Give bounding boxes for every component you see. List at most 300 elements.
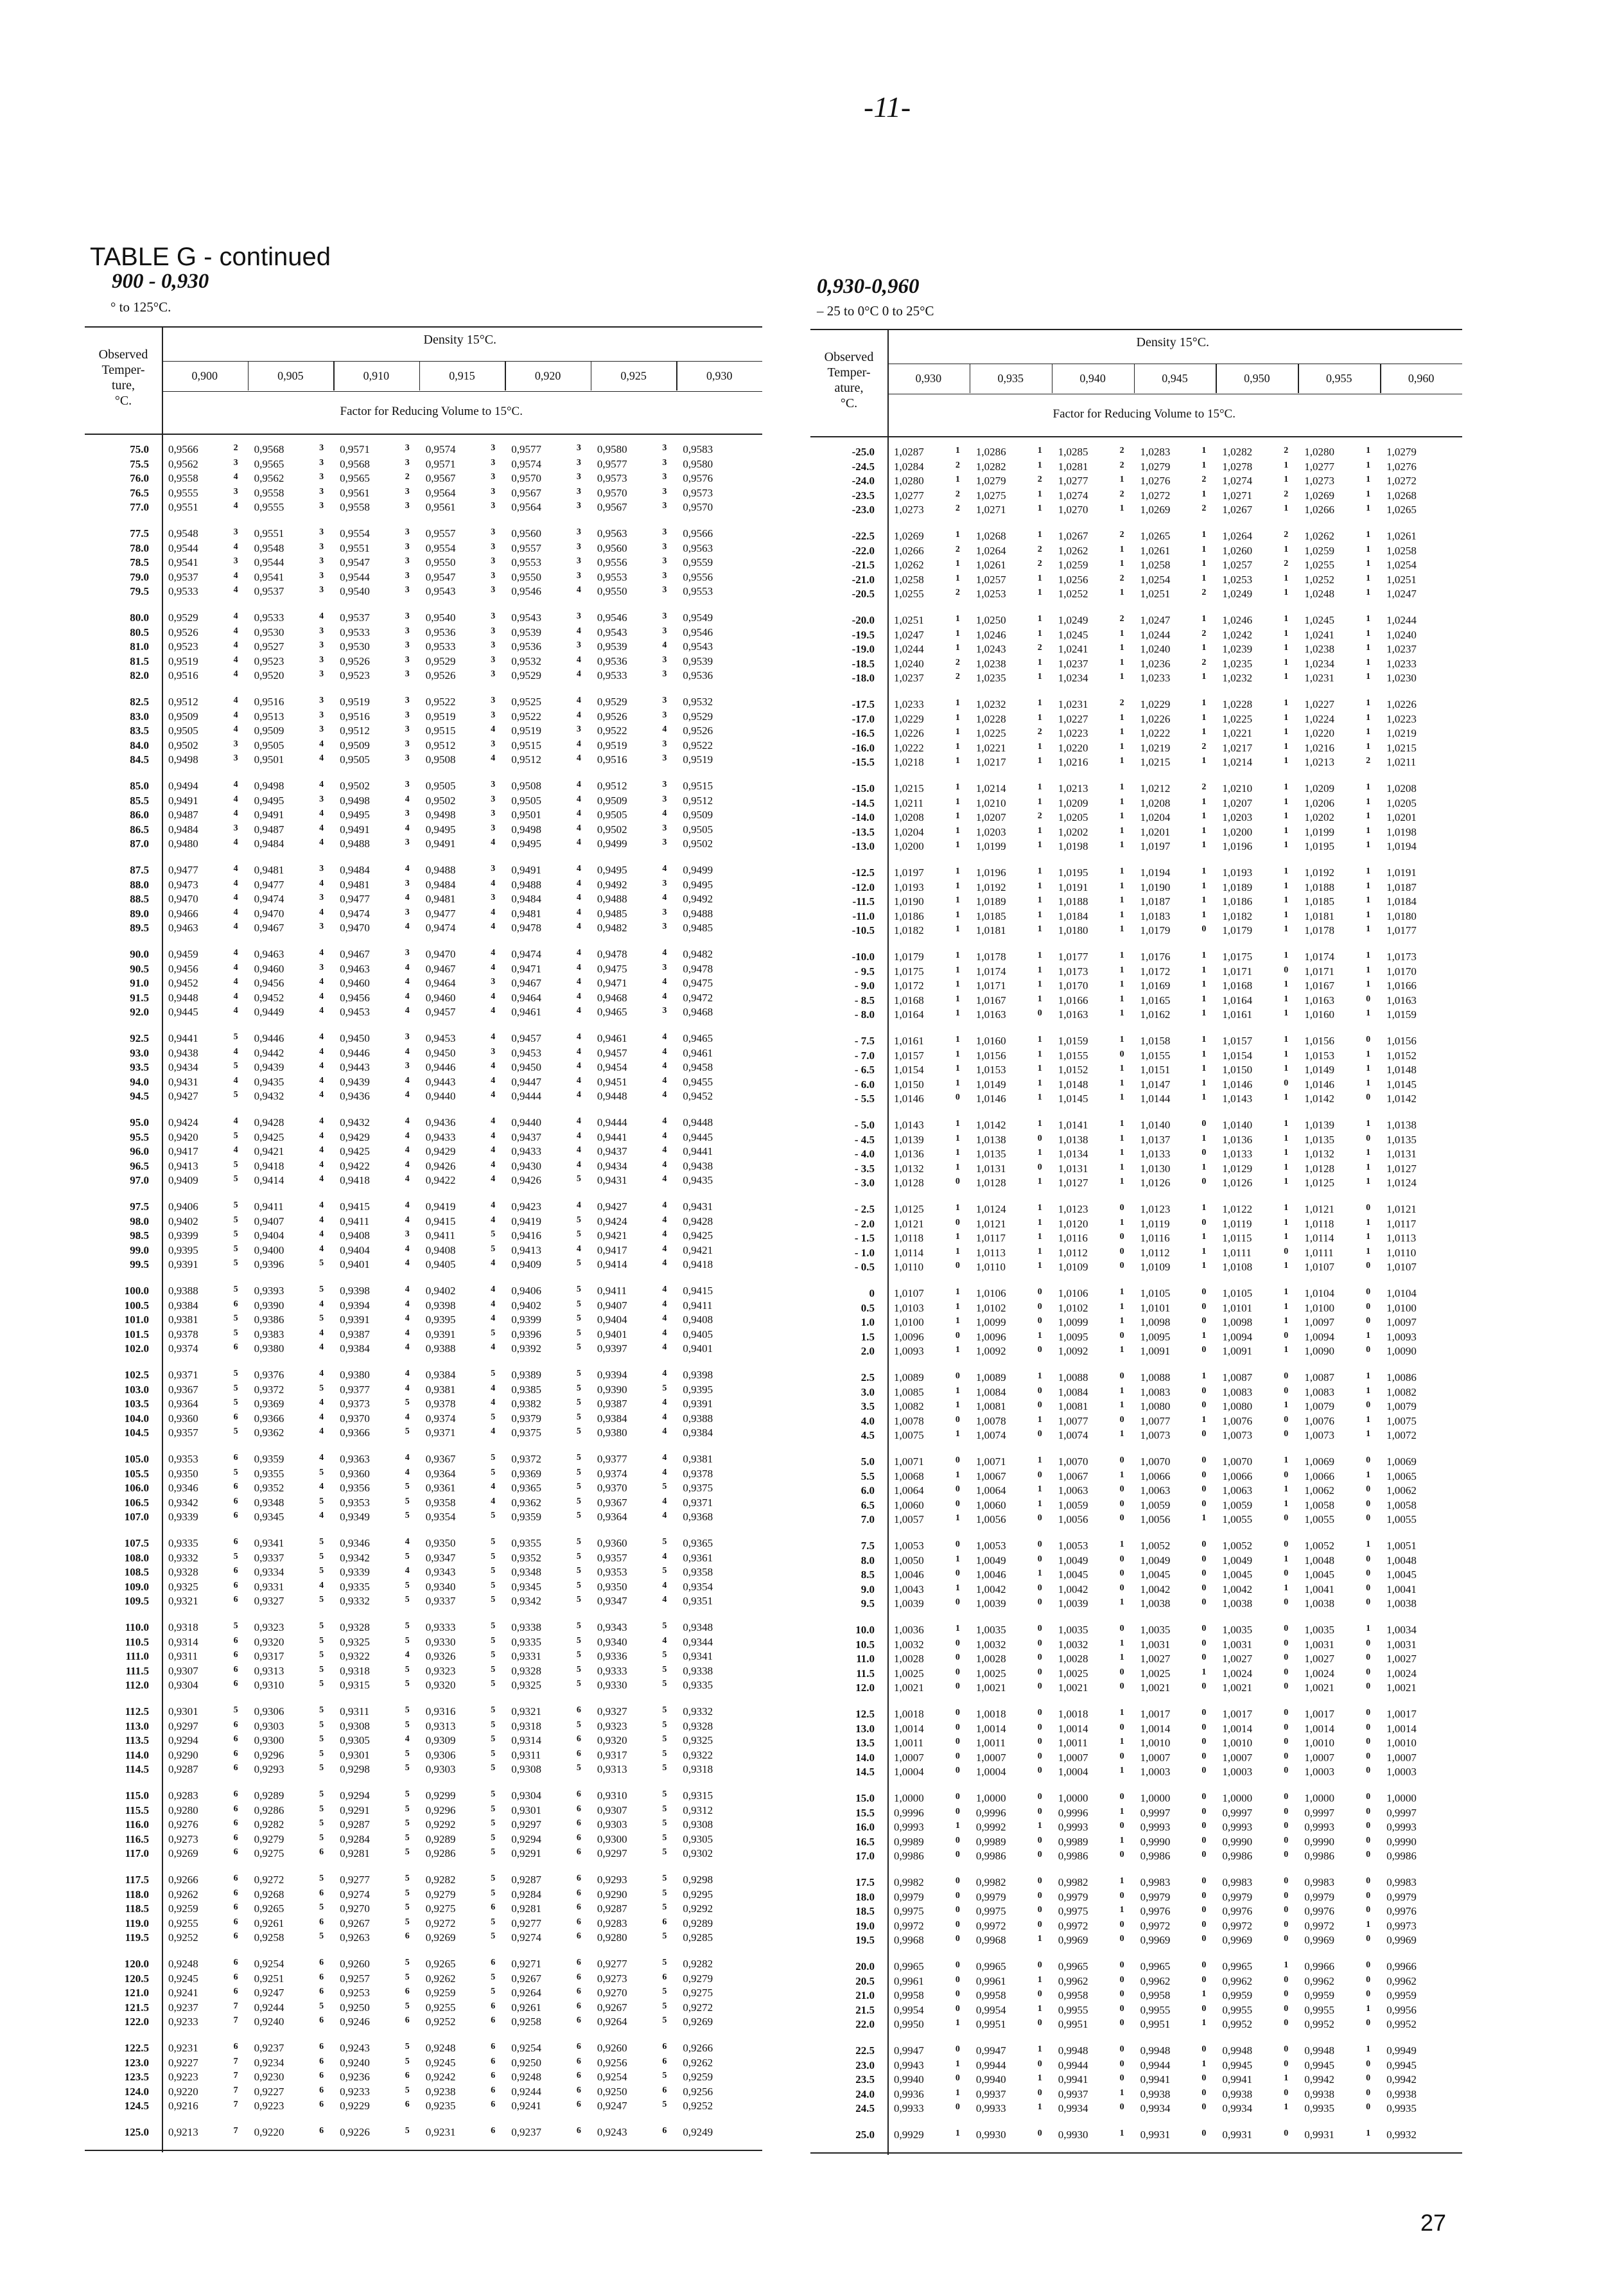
difference-value: 3 xyxy=(662,527,667,537)
difference-value: 3 xyxy=(491,654,496,665)
temperature-cell: 77.0 xyxy=(130,501,149,514)
factor-value: 1,0274 xyxy=(1222,475,1253,487)
difference-value: 1 xyxy=(1201,2059,1207,2069)
factor-value: 1,0146 xyxy=(975,1093,1006,1105)
difference-value: 3 xyxy=(491,823,496,833)
difference-value: 1 xyxy=(1366,672,1371,682)
temperature-cell: 124.0 xyxy=(124,2085,149,2098)
table-row xyxy=(810,1331,1462,1346)
difference-value: 0 xyxy=(1284,1597,1289,1608)
factor-value: 0,9969 xyxy=(1058,1934,1088,1947)
factor-value: 1,0177 xyxy=(1058,951,1088,963)
factor-value: 0,9353 xyxy=(168,1453,198,1465)
factor-value: 0,9257 xyxy=(340,1972,370,1985)
factor-value: 0,9979 xyxy=(1140,1890,1171,1903)
difference-value: 6 xyxy=(319,2042,324,2051)
difference-value: 4 xyxy=(662,1174,667,1184)
factor-value: 0,9487 xyxy=(168,809,198,821)
difference-value: 4 xyxy=(405,794,410,804)
factor-value: 0,9502 xyxy=(597,823,627,836)
difference-value: 1 xyxy=(1119,866,1124,876)
factor-value: 1,0096 xyxy=(975,1330,1006,1343)
table-row xyxy=(85,443,762,458)
difference-value: 1 xyxy=(1037,1148,1042,1158)
density-column-row xyxy=(162,361,762,392)
factor-value: 0,9948 xyxy=(1140,2044,1171,2057)
factor-value: 0,9320 xyxy=(425,1679,456,1692)
factor-value: 0,9519 xyxy=(425,710,456,723)
difference-value: 5 xyxy=(405,1763,410,1773)
factor-value: 0,9997 xyxy=(1386,1806,1417,1819)
factor-value: 0,9989 xyxy=(975,1835,1006,1848)
table-row xyxy=(810,2044,1462,2059)
temperature-cell: 1.5 xyxy=(860,1330,875,1343)
factor-value: 0,9468 xyxy=(597,991,627,1004)
temperature-cell: 2.0 xyxy=(860,1345,875,1358)
difference-value: 0 xyxy=(1366,2087,1371,2098)
factor-value: 0,9315 xyxy=(340,1679,370,1692)
difference-value: 3 xyxy=(662,486,667,496)
factor-value: 1,0038 xyxy=(1140,1597,1171,1610)
factor-value: 1,0129 xyxy=(1222,1162,1253,1175)
factor-value: 1,0097 xyxy=(1386,1316,1417,1329)
difference-value: 5 xyxy=(319,1496,324,1506)
factor-value: 0,9414 xyxy=(597,1258,627,1271)
factor-value: 0,9945 xyxy=(1304,2059,1335,2071)
difference-value: 1 xyxy=(1201,1064,1207,1074)
factor-value: 0,9498 xyxy=(168,753,198,766)
factor-value: 0,9537 xyxy=(254,585,284,598)
difference-value: 4 xyxy=(491,1006,496,1016)
table-row xyxy=(810,840,1462,855)
row-group xyxy=(810,1203,1462,1276)
difference-value: 4 xyxy=(576,948,581,958)
difference-value: 1 xyxy=(1037,530,1042,540)
factor-value: 0,9411 xyxy=(425,1229,455,1242)
factor-value: 0,9566 xyxy=(168,443,198,455)
factor-value: 1,0251 xyxy=(1386,573,1417,586)
difference-value: 3 xyxy=(576,611,581,621)
factor-value: 1,0028 xyxy=(1058,1653,1088,1665)
difference-value: 1 xyxy=(1119,756,1124,766)
difference-value: 4 xyxy=(233,809,238,819)
factor-value: 0,9294 xyxy=(340,1789,370,1802)
factor-value: 0,9574 xyxy=(511,457,542,470)
temperature-cell: 91.5 xyxy=(130,991,149,1004)
factor-value: 0,9965 xyxy=(975,1960,1006,1972)
factor-value: 1,0084 xyxy=(1058,1385,1088,1398)
difference-value: 2 xyxy=(955,489,960,499)
factor-value: 1,0231 xyxy=(1058,698,1088,710)
factor-value: 0,9458 xyxy=(683,1061,713,1074)
factor-value: 0,9945 xyxy=(1222,2059,1253,2071)
difference-value: 0 xyxy=(1037,1162,1042,1172)
factor-value: 1,0278 xyxy=(1222,460,1253,473)
difference-value: 0 xyxy=(1366,1301,1371,1312)
factor-value: 0,9543 xyxy=(683,640,713,653)
difference-value: 3 xyxy=(405,457,410,468)
difference-value: 5 xyxy=(576,1537,581,1547)
difference-value: 1 xyxy=(1284,979,1289,990)
temperature-cell: 18.5 xyxy=(855,1905,875,1918)
difference-value: 6 xyxy=(576,1931,581,1942)
table-row xyxy=(85,696,762,710)
factor-value: 1,0137 xyxy=(1140,1133,1171,1146)
temperature-cell: 110.0 xyxy=(125,1621,149,1633)
factor-value: 1,0014 xyxy=(1222,1722,1253,1735)
table-row xyxy=(810,1316,1462,1331)
factor-value: 1,0249 xyxy=(1058,614,1088,626)
factor-value: 0,9347 xyxy=(425,1551,456,1564)
factor-value: 0,9275 xyxy=(683,1987,713,1999)
factor-value: 0,9255 xyxy=(425,2001,456,2014)
factor-value: 1,0125 xyxy=(1304,1177,1335,1190)
factor-value: 1,0205 xyxy=(1058,811,1088,824)
table-row xyxy=(810,910,1462,925)
factor-value: 0,9474 xyxy=(254,893,284,906)
difference-value: 1 xyxy=(955,1203,960,1213)
factor-value: 0,9356 xyxy=(340,1482,370,1495)
difference-value: 1 xyxy=(1119,657,1124,667)
factor-value: 1,0173 xyxy=(1058,965,1088,978)
difference-value: 5 xyxy=(491,1931,496,1942)
temperature-cell: 8.5 xyxy=(860,1568,875,1581)
table-row xyxy=(810,1134,1462,1148)
factor-value: 0,9370 xyxy=(340,1412,370,1425)
table-row xyxy=(810,1920,1462,1935)
factor-value: 0,9952 xyxy=(1304,2018,1335,2031)
factor-value: 1,0074 xyxy=(1058,1429,1088,1442)
difference-value: 1 xyxy=(1037,1217,1042,1227)
factor-value: 1,0111 xyxy=(1304,1246,1334,1259)
factor-value: 0,9237 xyxy=(168,2001,198,2014)
table-row xyxy=(85,472,762,487)
factor-value: 0,9372 xyxy=(254,1383,284,1396)
density-column-header: 0,940 xyxy=(1079,372,1106,385)
factor-value: 0,9345 xyxy=(254,1511,284,1524)
factor-value: 0,9415 xyxy=(340,1200,370,1213)
factor-value: 1,0139 xyxy=(894,1133,924,1146)
factor-value: 1,0233 xyxy=(894,698,924,710)
factor-value: 0,9930 xyxy=(975,2129,1006,2141)
factor-value: 0,9360 xyxy=(340,1467,370,1480)
difference-value: 4 xyxy=(233,696,238,705)
factor-value: 1,0194 xyxy=(1386,840,1417,853)
difference-value: 5 xyxy=(491,1369,496,1378)
factor-value: 0,9249 xyxy=(683,2126,713,2138)
table-row xyxy=(810,643,1462,658)
factor-value: 0,9444 xyxy=(511,1090,542,1103)
table-row xyxy=(85,1818,762,1833)
difference-value: 2 xyxy=(1119,698,1124,708)
header-divider xyxy=(505,361,506,391)
factor-value: 0,9281 xyxy=(340,1847,370,1860)
difference-value: 0 xyxy=(1366,1682,1371,1692)
difference-value: 5 xyxy=(405,1679,410,1689)
factor-value: 0,9284 xyxy=(511,1888,542,1901)
difference-value: 1 xyxy=(1119,1119,1124,1129)
difference-value: 5 xyxy=(319,1679,324,1689)
difference-value: 4 xyxy=(405,1130,410,1141)
factor-value: 1,0150 xyxy=(894,1078,924,1091)
factor-value: 0,9954 xyxy=(894,2003,924,2016)
bottom-rule xyxy=(810,2152,1462,2154)
temperature-cell: 99.5 xyxy=(130,1258,149,1271)
temperature-cell: 120.0 xyxy=(124,1958,149,1970)
factor-value: 0,9287 xyxy=(597,1902,627,1915)
factor-value: 1,0057 xyxy=(894,1513,924,1526)
temperature-cell: -17.5 xyxy=(851,698,875,710)
difference-value: 0 xyxy=(1201,1345,1207,1355)
factor-value: 0,9368 xyxy=(683,1511,713,1524)
difference-value: 4 xyxy=(491,948,496,958)
factor-value: 1,0027 xyxy=(1140,1653,1171,1665)
factor-value: 1,0105 xyxy=(1140,1287,1171,1299)
factor-value: 0,9512 xyxy=(683,794,713,807)
difference-value: 1 xyxy=(1037,672,1042,682)
factor-value: 0,9398 xyxy=(340,1285,370,1297)
factor-value: 0,9427 xyxy=(597,1200,627,1213)
factor-value: 1,0036 xyxy=(894,1624,924,1636)
difference-value: 0 xyxy=(1119,1792,1124,1802)
difference-value: 0 xyxy=(1201,1934,1207,1944)
difference-value: 6 xyxy=(233,2042,238,2051)
difference-value: 1 xyxy=(1037,1414,1042,1425)
factor-value: 0,9337 xyxy=(254,1551,284,1564)
factor-value: 0,9427 xyxy=(168,1090,198,1103)
difference-value: 0 xyxy=(1366,1850,1371,1860)
difference-value: 1 xyxy=(1201,825,1207,836)
factor-value: 0,9309 xyxy=(425,1734,456,1747)
difference-value: 4 xyxy=(576,838,581,848)
table-row xyxy=(810,1752,1462,1766)
difference-value: 2 xyxy=(1284,559,1289,569)
factor-value: 0,9485 xyxy=(683,922,713,935)
difference-value: 5 xyxy=(405,1902,410,1913)
difference-value: 4 xyxy=(405,1200,410,1210)
difference-value: 0 xyxy=(1037,2087,1042,2098)
factor-value: 0,9241 xyxy=(168,1987,198,1999)
difference-value: 0 xyxy=(1037,1835,1042,1845)
temperature-cell: - 6.0 xyxy=(854,1078,875,1091)
difference-value: 4 xyxy=(233,864,238,874)
temperature-cell: -16.5 xyxy=(851,727,875,740)
difference-value: 4 xyxy=(319,1032,324,1042)
difference-value: 0 xyxy=(1201,1583,1207,1593)
factor-value: 0,9447 xyxy=(511,1075,542,1088)
difference-value: 0 xyxy=(1366,994,1371,1004)
factor-value: 1,0133 xyxy=(1140,1148,1171,1161)
temperature-cell: 17.5 xyxy=(855,1876,875,1888)
factor-value: 0,9374 xyxy=(168,1342,198,1355)
factor-value: 0,9474 xyxy=(425,922,456,935)
temperature-cell: 15.5 xyxy=(855,1806,875,1819)
factor-value: 1,0196 xyxy=(1222,840,1253,853)
temperature-cell: -11.0 xyxy=(852,909,875,922)
factor-value: 1,0228 xyxy=(975,712,1006,725)
difference-value: 0 xyxy=(955,1455,960,1465)
factor-value: 0,9463 xyxy=(340,962,370,975)
difference-value: 1 xyxy=(1037,1246,1042,1256)
difference-value: 4 xyxy=(576,878,581,888)
factor-value: 0,9553 xyxy=(683,585,713,598)
difference-value: 3 xyxy=(405,725,410,735)
difference-value: 1 xyxy=(1201,544,1207,554)
factor-value: 0,9387 xyxy=(597,1398,627,1410)
factor-value: 0,9561 xyxy=(425,501,456,514)
difference-value: 5 xyxy=(662,1383,667,1393)
difference-value: 4 xyxy=(491,1398,496,1408)
temperature-cell: 92.0 xyxy=(130,1006,149,1019)
factor-value: 0,9499 xyxy=(683,864,713,876)
factor-value: 0,9391 xyxy=(425,1328,456,1340)
table-row xyxy=(810,1540,1462,1554)
difference-value: 4 xyxy=(233,654,238,665)
temperature-cell: 84.0 xyxy=(130,739,149,751)
factor-value: 1,0229 xyxy=(1140,698,1171,710)
factor-value: 1,0264 xyxy=(1222,530,1253,542)
factor-value: 0,9433 xyxy=(425,1130,456,1143)
header-divider xyxy=(1298,364,1299,393)
factor-value: 0,9250 xyxy=(340,2001,370,2014)
difference-value: 3 xyxy=(405,710,410,720)
factor-value: 1,0282 xyxy=(975,460,1006,473)
difference-value: 5 xyxy=(319,1621,324,1631)
difference-value: 5 xyxy=(405,1958,410,1967)
factor-value: 0,9453 xyxy=(425,1032,456,1044)
factor-value: 1,0150 xyxy=(1222,1064,1253,1076)
temperature-cell: 97.0 xyxy=(130,1174,149,1187)
difference-value: 3 xyxy=(491,570,496,581)
factor-value: 0,9231 xyxy=(425,2126,456,2138)
factor-value: 1,0027 xyxy=(1304,1653,1335,1665)
row-group xyxy=(810,1540,1462,1612)
table-row xyxy=(810,1345,1462,1360)
factor-value: 0,9516 xyxy=(254,696,284,708)
difference-value: 1 xyxy=(955,1064,960,1074)
difference-value: 1 xyxy=(1284,840,1289,850)
table-row xyxy=(810,1723,1462,1737)
difference-value: 4 xyxy=(319,878,324,888)
factor-value: 1,0073 xyxy=(1222,1429,1253,1442)
difference-value: 3 xyxy=(319,501,324,511)
difference-value: 0 xyxy=(1201,2044,1207,2054)
factor-value: 1,0031 xyxy=(1386,1638,1417,1651)
factor-value: 1,0186 xyxy=(894,909,924,922)
difference-value: 3 xyxy=(491,809,496,819)
factor-value: 1,0107 xyxy=(1304,1261,1335,1274)
factor-value: 0,9543 xyxy=(425,585,456,598)
factor-value: 1,0167 xyxy=(975,994,1006,1006)
factor-value: 0,9394 xyxy=(340,1299,370,1312)
difference-value: 2 xyxy=(1037,727,1042,737)
factor-value: 1,0260 xyxy=(1222,544,1253,557)
factor-value: 0,9539 xyxy=(683,654,713,667)
factor-value: 1,0000 xyxy=(1386,1792,1417,1804)
factor-value: 1,0130 xyxy=(1140,1162,1171,1175)
difference-value: 0 xyxy=(1284,2018,1289,2028)
factor-value: 1,0074 xyxy=(975,1429,1006,1442)
difference-value: 0 xyxy=(1119,1850,1124,1860)
difference-value: 2 xyxy=(1119,489,1124,499)
table-row xyxy=(85,1160,762,1175)
factor-value: 0,9339 xyxy=(340,1566,370,1579)
difference-value: 4 xyxy=(233,501,238,511)
factor-value: 1,0145 xyxy=(1058,1093,1088,1105)
difference-value: 4 xyxy=(233,472,238,482)
difference-value: 5 xyxy=(491,1888,496,1898)
table-row xyxy=(810,530,1462,545)
factor-value: 1,0135 xyxy=(975,1148,1006,1161)
factor-value: 0,9515 xyxy=(425,725,456,737)
factor-value: 1,0198 xyxy=(1386,825,1417,838)
difference-value: 0 xyxy=(1284,1429,1289,1439)
factor-value: 1,0055 xyxy=(1222,1513,1253,1526)
factor-value: 0,9546 xyxy=(683,626,713,638)
factor-value: 1,0253 xyxy=(975,588,1006,601)
factor-value: 1,0182 xyxy=(894,924,924,937)
factor-value: 0,9266 xyxy=(683,2042,713,2054)
factor-value: 0,9930 xyxy=(1058,2129,1088,2141)
factor-value: 1,0215 xyxy=(1140,756,1171,769)
difference-value: 1 xyxy=(1284,909,1289,920)
difference-value: 0 xyxy=(1201,1554,1207,1564)
factor-value: 0,9428 xyxy=(254,1116,284,1129)
factor-value: 1,0073 xyxy=(1140,1429,1171,1442)
factor-value: 0,9372 xyxy=(511,1453,542,1465)
factor-value: 0,9525 xyxy=(511,696,542,708)
difference-value: 2 xyxy=(1119,614,1124,624)
difference-value: 0 xyxy=(1201,1400,1207,1410)
factor-value: 0,9472 xyxy=(683,991,713,1004)
table-row xyxy=(810,1499,1462,1514)
difference-value: 4 xyxy=(662,1427,667,1437)
table-row xyxy=(85,1987,762,2001)
difference-value: 0 xyxy=(1201,1484,1207,1495)
difference-value: 6 xyxy=(233,1482,238,1492)
table-row xyxy=(85,963,762,978)
difference-value: 1 xyxy=(1037,628,1042,638)
difference-value: 4 xyxy=(576,893,581,903)
difference-value: 0 xyxy=(1201,1498,1207,1509)
factor-value: 0,9570 xyxy=(597,486,627,499)
factor-value: 1,0000 xyxy=(1222,1792,1253,1804)
factor-value: 0,9526 xyxy=(340,654,370,667)
difference-value: 4 xyxy=(491,1116,496,1126)
table-row xyxy=(85,1412,762,1427)
density-column-header: 0,935 xyxy=(997,372,1024,385)
factor-value: 0,9380 xyxy=(340,1369,370,1381)
factor-value: 0,9478 xyxy=(683,962,713,975)
difference-value: 1 xyxy=(1366,1148,1371,1158)
factor-value: 1,0241 xyxy=(1058,643,1088,656)
factor-value: 1,0148 xyxy=(1058,1078,1088,1091)
difference-value: 1 xyxy=(1201,614,1207,624)
difference-value: 0 xyxy=(1284,1934,1289,1944)
difference-value: 4 xyxy=(491,878,496,888)
difference-value: 6 xyxy=(491,2001,496,2011)
factor-value: 0,9962 xyxy=(1386,1974,1417,1987)
factor-value: 0,9259 xyxy=(683,2071,713,2084)
difference-value: 5 xyxy=(233,1061,238,1071)
difference-value: 4 xyxy=(662,1299,667,1309)
difference-value: 0 xyxy=(955,1638,960,1648)
difference-value: 6 xyxy=(662,2042,667,2051)
factor-value: 0,9457 xyxy=(511,1032,542,1044)
factor-value: 1,0268 xyxy=(1386,489,1417,502)
factor-value: 0,9349 xyxy=(340,1511,370,1524)
temperature-cell: 95.5 xyxy=(130,1130,149,1143)
